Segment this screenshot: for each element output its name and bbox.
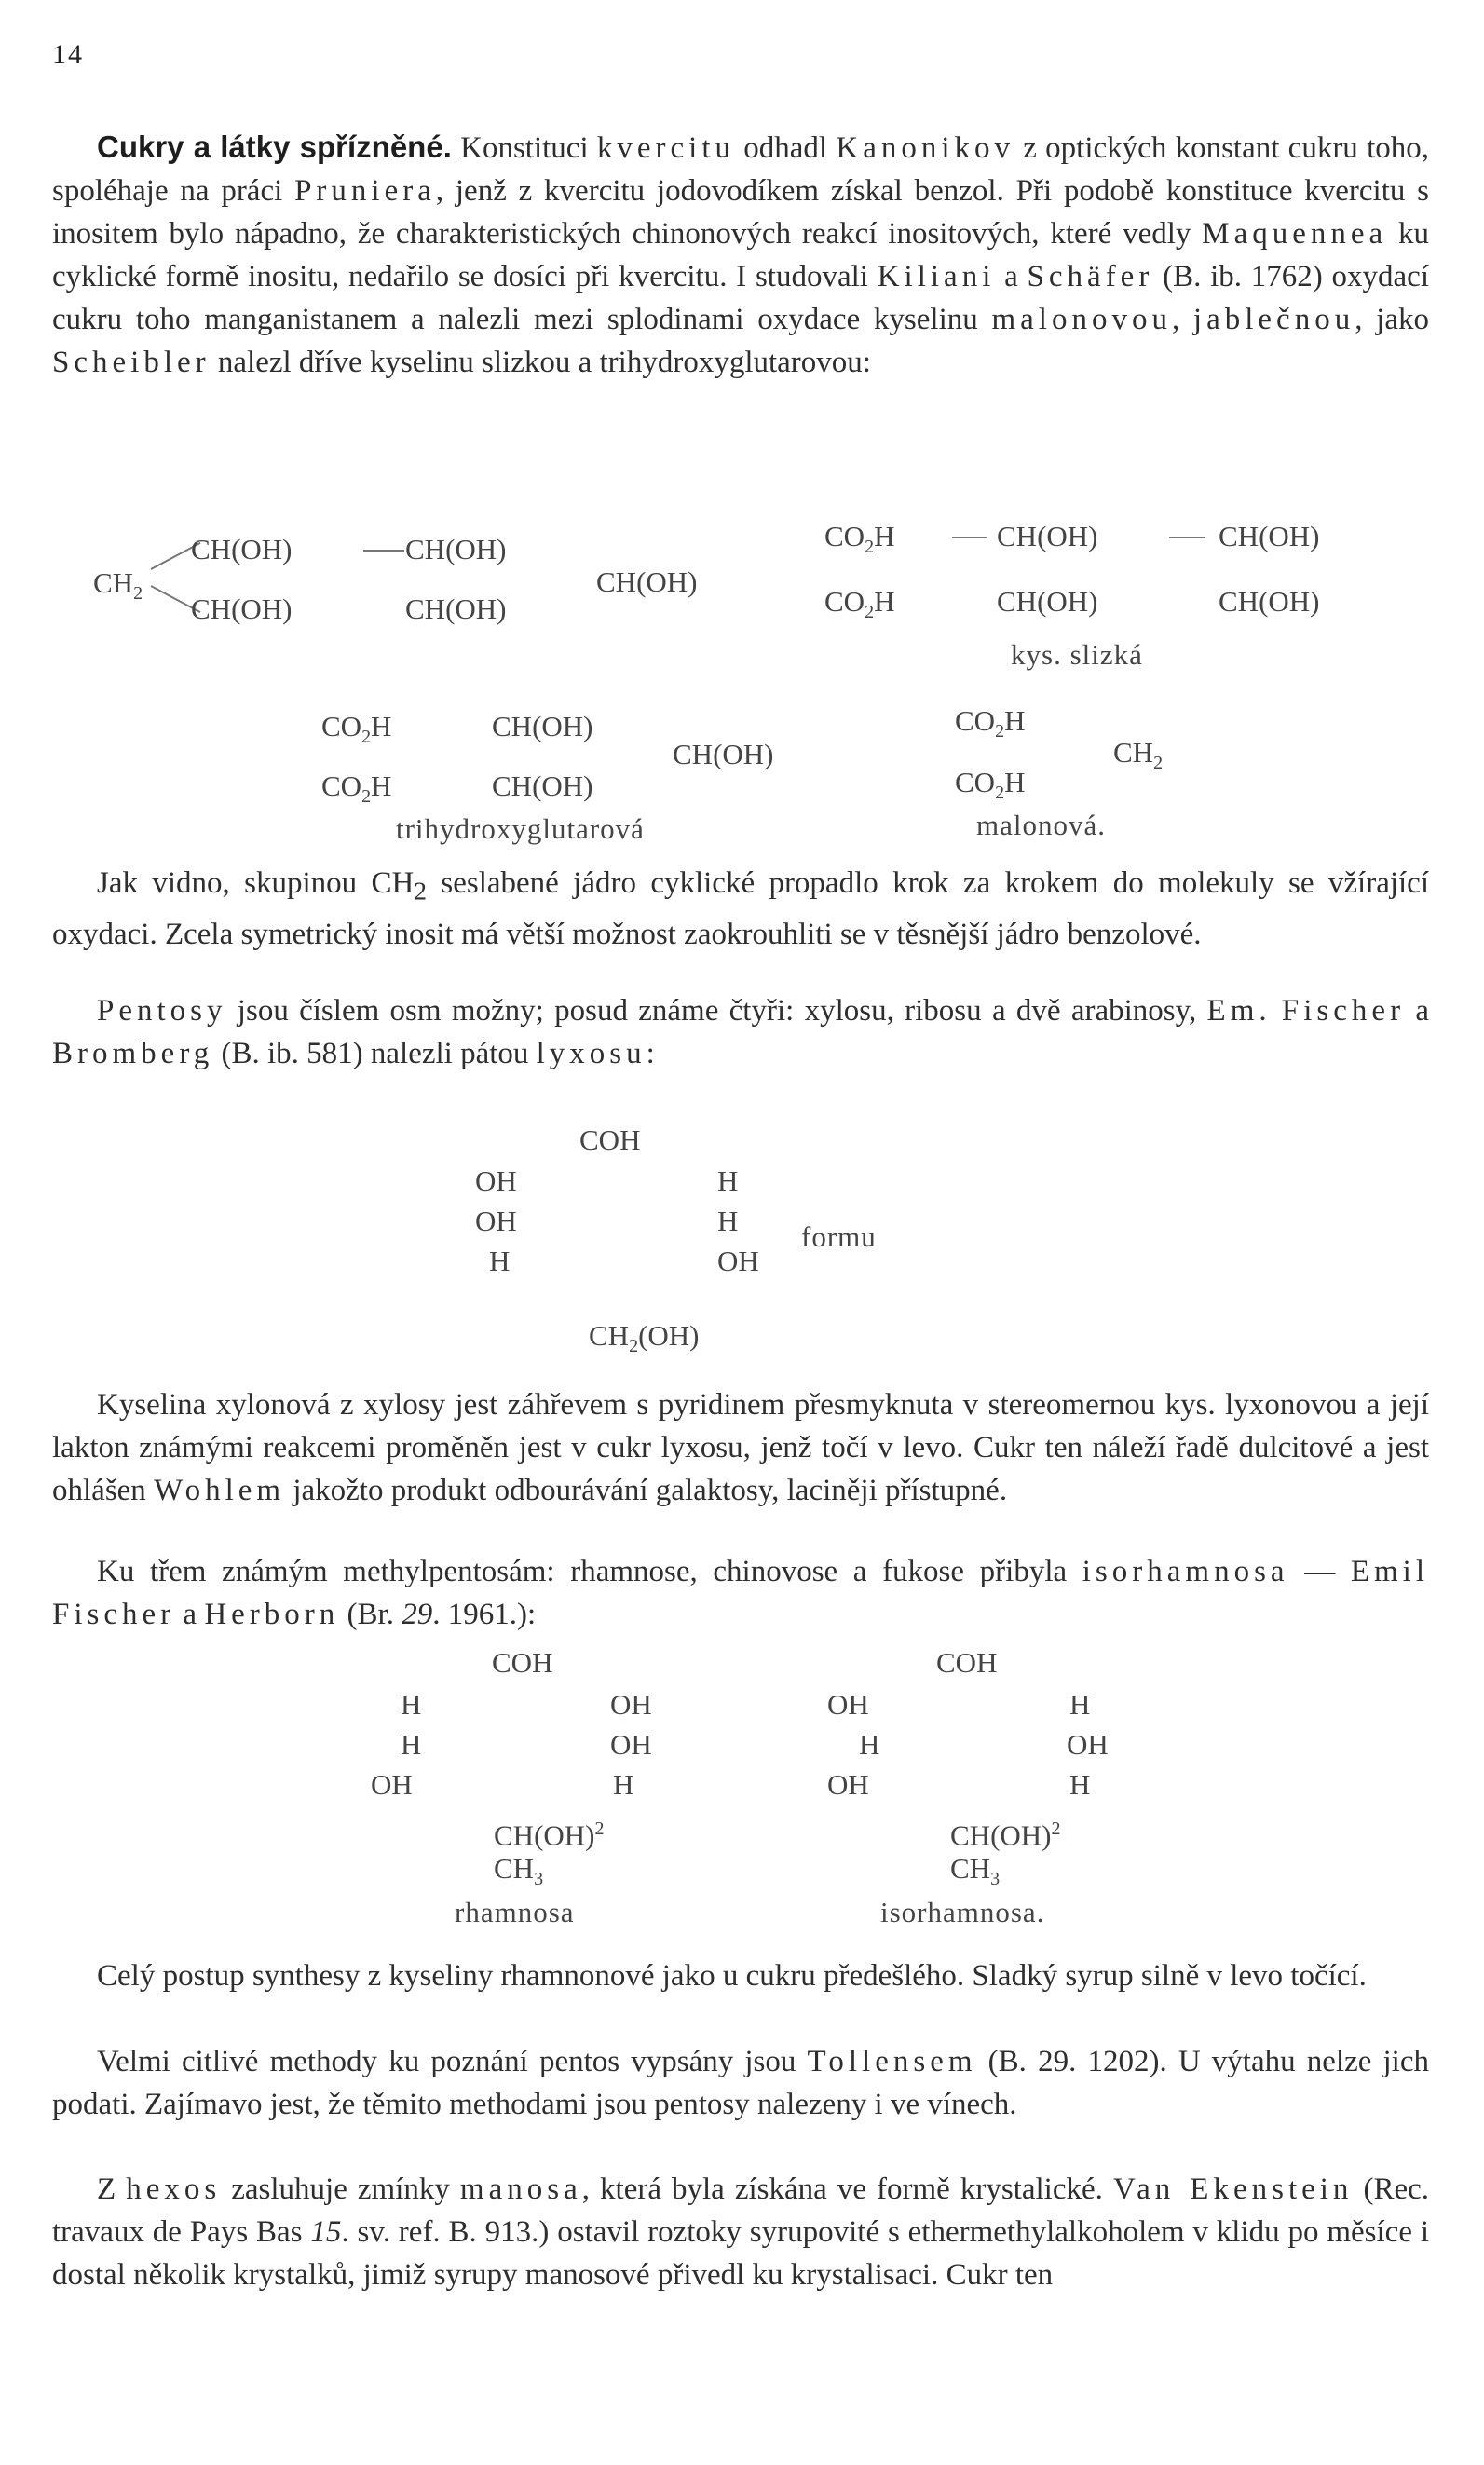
paragraph-5: Ku třem známým methylpentosám: rhamnose, chinovose a fukose přibyla isorhamnosa — Emil Fischer a Herborn (Br. 29. 1961.):: [52, 1555, 1429, 1631]
p5-name-emil: Emil Fischer: [52, 1555, 1429, 1631]
intro-name-kvercit: kvercitu: [596, 131, 736, 165]
malonova-row1-co2h: $CO_2H$: [955, 704, 1026, 742]
malonova-caption: malonová.: [976, 809, 1106, 841]
trihydroxy-caption: trihydroxyglutarová: [396, 812, 645, 845]
intro-text-a: Konstituci: [451, 131, 597, 165]
intro-text-h: ,: [1171, 303, 1193, 336]
slizka-row2-choh-a: CH(OH): [997, 585, 1098, 618]
kvercit-bond-top: [363, 550, 404, 552]
intro-text-g: (B. ib. 1762) oxydací cukru toho manganistanem a nalezli mezi splodinami oxydace kyselinu: [52, 260, 1429, 336]
kvercit-top-a: CH(OH): [191, 533, 293, 565]
intro-name-malonovou: malonovou: [991, 303, 1172, 336]
p8-name-hexos: hexos: [126, 2172, 222, 2206]
trihydroxy-mid: CH(OH): [673, 738, 774, 770]
slizka-caption: kys. slizká: [1011, 638, 1143, 671]
rhamnosa-caption: rhamnosa: [455, 1896, 575, 1928]
p3-name-bromberg: Bromberg: [52, 1037, 214, 1070]
slizka-bond-1a: [952, 537, 987, 538]
page-number: 14: [52, 39, 84, 70]
p8-name-manosa: manosa: [459, 2172, 582, 2206]
lyxosa-label: formu: [801, 1220, 877, 1253]
paragraph-7: Velmi citlivé methody ku poznání pentos vypsány jsou Tollensem (B. 29. 1202). U výtahu nelze jich podati. Zajímavo jest, že těmito methodami jsou pentosy nalezeny i ve vínech.: [52, 2045, 1429, 2121]
intro-name-schafer: Schäfer: [1027, 260, 1154, 293]
lyxosa-r2-left: OH: [475, 1205, 517, 1237]
intro-name-kanonikov: Kanonikov: [836, 131, 1015, 165]
lyxosa-r1-left: OH: [475, 1164, 517, 1197]
rhamnosa-r3-right: H: [613, 1768, 634, 1801]
slizka-bond-1b: [1169, 537, 1205, 538]
malonova-ch2: $CH_2$: [1113, 736, 1164, 774]
paragraph-4: Kyselina xylonová z xylosy jest záhřevem s pyridinem přesmyknuta v stereomernou kys. lyxonovou a její lakton známými reakcemi proměněn jest v cukr lyxosu, jenž točí v levo. Cukr ten náleží řadě dulcitové a jest ohlášen Wohlem jakožto produkt odbourávání galaktosy, laciněji přístupné.: [52, 1388, 1429, 1507]
isorhamnosa-r1-right: H: [1069, 1688, 1091, 1721]
rhamnosa-top: COH: [492, 1646, 553, 1679]
trihydroxy-row2-choh: CH(OH): [492, 769, 593, 802]
isorhamnosa-r2-left: H: [859, 1728, 880, 1761]
p7-name-tollens: Tollensem: [807, 2045, 977, 2078]
kvercit-ch2: $CH_2$: [93, 566, 143, 605]
isorhamnosa-top: COH: [936, 1646, 998, 1679]
p8-name-van-ekenstein: Van Ekenstein: [1112, 2172, 1354, 2206]
p5-volume: 29: [402, 1598, 433, 1631]
p3-name-pentosy: Pentosy: [97, 994, 227, 1028]
p4-name-wohl: Wohlem: [154, 1474, 286, 1507]
rhamnosa-r1-left: H: [401, 1688, 422, 1721]
lyxosa-r2-right: H: [717, 1205, 739, 1237]
intro-paragraph: [52, 126, 1429, 384]
lyxosa-bottom: $CH_2(OH)$: [589, 1319, 700, 1357]
paragraph-8: Z hexos zasluhuje zmínky manosa, která byla získána ve formě krystalické. Van Ekenstein (Rec. travaux de Pays Bas 15. sv. ref. B. 913.) ostavil roztoky syrupovité s ethermethylalkoholem v klidu po měsíce i dostal několik krystalků, jimiž syrupy manosové přivedl ku krystalisaci. Cukr ten: [52, 2172, 1430, 2292]
isorhamnosa-r3-left: OH: [827, 1768, 869, 1801]
intro-text-j: nalezl dříve kyselinu slizkou a trihydroxyglutarovou:: [210, 346, 871, 379]
kvercit-mid: CH(OH): [596, 565, 698, 598]
rhamnosa-r4: CH(OH)$^2$: [494, 1818, 605, 1852]
intro-name-maquennea: Maquennea: [1202, 217, 1388, 251]
p3-name-em: Em.: [1206, 994, 1272, 1028]
isorhamnosa-r4: CH(OH)$^2$: [950, 1818, 1061, 1852]
lyxosa-r3-right: OH: [717, 1245, 759, 1277]
rhamnosa-r5: $CH_3$: [494, 1852, 544, 1890]
intro-name-scheibler: Scheibler: [52, 346, 211, 379]
intro-name-jablecnou: jablečnou: [1192, 303, 1355, 336]
p3-name-fischer: Fischer: [1281, 994, 1406, 1028]
slizka-row1-co2h: $CO_2H$: [824, 520, 895, 558]
intro-name-kiliani: Kiliani: [877, 260, 996, 293]
isorhamnosa-r3-right: H: [1069, 1768, 1091, 1801]
kvercit-bot-a: CH(OH): [191, 592, 293, 625]
intro-text-e: ku cyklické formě inositu, nedařilo se dosíci při kvercitu. I studovali: [52, 217, 1429, 293]
slizka-row1-choh-a: CH(OH): [997, 520, 1098, 552]
rhamnosa-r3-left: OH: [371, 1768, 413, 1801]
slizka-row2-choh-b: CH(OH): [1219, 585, 1320, 618]
paragraph-6: Celý postup synthesy z kyseliny rhamnonové jako u cukru předešlého. Sladký syrup silně v levo točící.: [97, 1959, 1367, 1993]
intro-text-f: a: [995, 260, 1028, 293]
intro-text-b: odhadl: [735, 131, 837, 165]
isorhamnosa-caption: isorhamnosa.: [880, 1896, 1045, 1928]
paragraph-3: Pentosy jsou číslem osm možny; posud známe čtyři: xylosu, ribosu a dvě arabinosy, Em. Fischer a Bromberg (B. ib. 581) nalezli pátou lyxosu:: [52, 994, 1430, 1070]
isorhamnosa-r5: $CH_3$: [950, 1852, 1001, 1890]
intro-text-c: z optických konstant cukru toho, spoléhaje na práci: [52, 131, 1429, 208]
intro-name-pruniera: Pruniera: [294, 174, 436, 208]
rhamnosa-r2-left: H: [401, 1728, 422, 1761]
slizka-row2-co2h: $CO_2H$: [824, 585, 895, 623]
p5-name-isorhamnosa: isorhamnosa: [1082, 1555, 1289, 1588]
trihydroxy-row2-co2h: $CO_2H$: [321, 769, 392, 808]
lyxosa-r3-left: H: [489, 1245, 511, 1277]
slizka-row1-choh-b: CH(OH): [1219, 520, 1320, 552]
trihydroxy-row1-choh: CH(OH): [492, 710, 593, 742]
kvercit-top-b: CH(OH): [405, 533, 507, 565]
isorhamnosa-r2-right: OH: [1067, 1728, 1109, 1761]
lyxosa-top: COH: [579, 1124, 641, 1156]
malonova-row2-co2h: $CO_2H$: [955, 766, 1026, 804]
lyxosa-r1-right: H: [717, 1164, 739, 1197]
rhamnosa-r2-right: OH: [610, 1728, 652, 1761]
intro-text-d: , jenž z kvercitu jodovodíkem získal benzol. Při podobě konstituce kvercitu s inositem bylo nápadno, že charakteristických chinonových reakcí inositových, které vedly: [52, 174, 1429, 251]
p8-volume: 15: [310, 2215, 342, 2249]
kvercit-bot-b: CH(OH): [405, 592, 507, 625]
section-heading: Cukry a látky spřízněné.: [97, 129, 452, 164]
isorhamnosa-r1-left: OH: [827, 1688, 869, 1721]
rhamnosa-r1-right: OH: [610, 1688, 652, 1721]
p5-name-herborn: Herborn: [204, 1598, 340, 1631]
intro-text-i: , jako: [1355, 303, 1429, 336]
paragraph-2: Jak vidno, skupinou $CH_2$ seslabené jádro cyklické propadlo krok za krokem do molekuly se vžírající oxydaci. Zcela symetrický inosit má větší možnost zaokrouhliti se v těsnější jádro benzolové.: [52, 866, 1429, 951]
p3-name-lyxosu: lyxosu: [536, 1037, 647, 1070]
trihydroxy-row1-co2h: $CO_2H$: [321, 710, 392, 748]
